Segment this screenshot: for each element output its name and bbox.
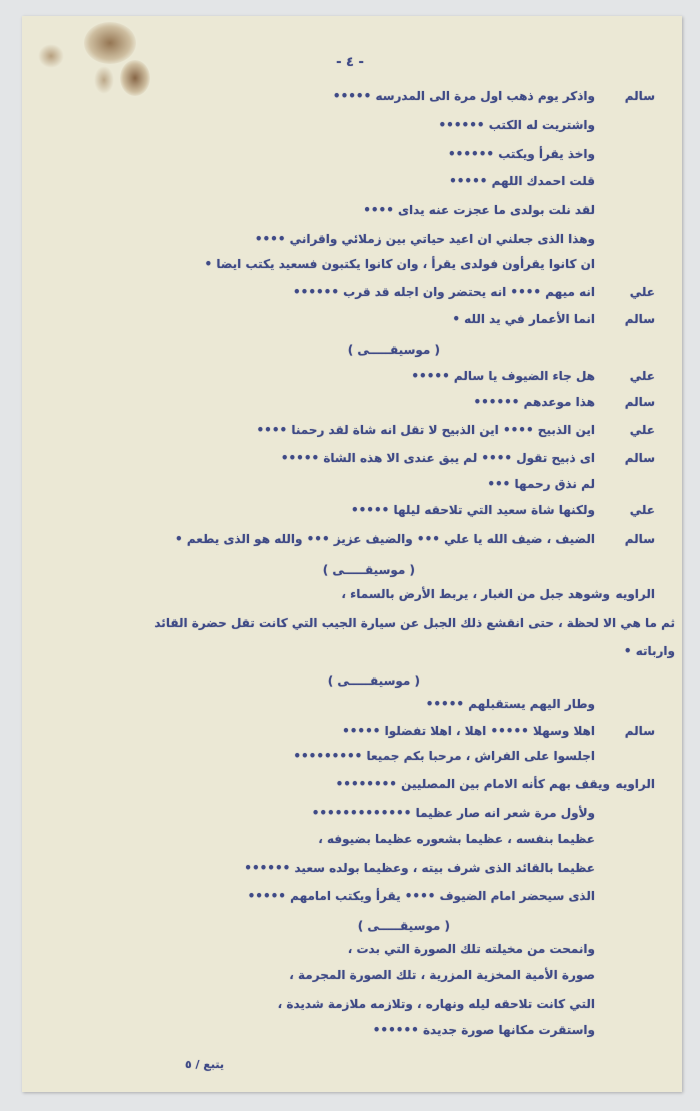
dialogue-line: عظيما بنفسه ، عظيما بشعوره عظيما بضيوفه ، bbox=[318, 832, 595, 846]
dialogue-line: عظيما بالقائد الذى شرف بيته ، وعظيما بولده سعيد •••••• bbox=[244, 861, 595, 875]
dialogue-line: انه ميهم •••• انه يحتضر وان اجله قد قرب •••••• bbox=[292, 285, 595, 299]
dialogue-line: انما الأعمار في يد الله • bbox=[452, 312, 595, 326]
dialogue-line: ثم ما هي الا لحظة ، حتى انقشع ذلك الجبل عن سيارة الجيب التي كانت تقل حضرة القائد bbox=[154, 616, 675, 630]
speaker-name: سالم bbox=[624, 451, 655, 465]
dialogue-line: وشوهد جبل من الغبار ، يربط الأرض بالسماء ، bbox=[341, 587, 610, 601]
dialogue-line: اجلسوا على الفراش ، مرحبا بكم جميعا ••••••••• bbox=[293, 749, 595, 763]
speaker-name: سالم bbox=[624, 89, 655, 103]
continued-note: يتبع / ٥ bbox=[185, 1058, 225, 1071]
dialogue-line: وهذا الذى جعلني ان اعيد حياتي بين زملائي واقراني •••• bbox=[254, 232, 595, 246]
dialogue-line: واخذ يقرأ ويكتب •••••• bbox=[448, 147, 595, 161]
music-cue: ( موسيقـــــى ) bbox=[347, 343, 440, 357]
dialogue-line: ويقف بهم كأنه الامام بين المصليين •••••••• bbox=[335, 777, 610, 791]
speaker-name: سالم bbox=[624, 724, 655, 738]
music-cue: ( موسيقـــــى ) bbox=[327, 674, 420, 688]
dialogue-line: اى ذبيح تقول •••• لم يبق عندى الا هذه الشاة ••••• bbox=[280, 451, 595, 465]
speaker-name: الراويه bbox=[615, 587, 655, 601]
speaker-name: علي bbox=[629, 503, 655, 517]
speaker-name: علي bbox=[629, 423, 655, 437]
dialogue-line: التي كانت تلاحقه ليله ونهاره ، وتلازمه ملازمة شديدة ، bbox=[277, 997, 595, 1011]
music-cue: ( موسيقـــــى ) bbox=[322, 563, 415, 577]
speaker-name: علي bbox=[629, 369, 655, 383]
speaker-name: علي bbox=[629, 285, 655, 299]
dialogue-line: الذى سيحضر امام الضيوف •••• يقرأ ويكتب امامهم ••••• bbox=[247, 889, 595, 903]
speaker-name: سالم bbox=[624, 312, 655, 326]
dialogue-line: لم نذق رحمها ••• bbox=[487, 477, 595, 491]
dialogue-line: هل جاء الضيوف يا سالم ••••• bbox=[411, 369, 595, 383]
page-number: - ٤ - bbox=[336, 55, 364, 70]
dialogue-line: واذكر يوم ذهب اول مرة الى المدرسه ••••• bbox=[332, 89, 595, 103]
speaker-name: سالم bbox=[624, 395, 655, 409]
dialogue-line: ولكنها شاة سعيد التي تلاحقه ليلها ••••• bbox=[350, 503, 595, 517]
music-cue: ( موسيقـــــى ) bbox=[357, 919, 450, 933]
speaker-name: سالم bbox=[624, 532, 655, 546]
dialogue-line: وارباته • bbox=[623, 644, 675, 658]
dialogue-line: صورة الأمية المخزية المزرية ، تلك الصورة المجرمة ، bbox=[289, 968, 595, 982]
dialogue-line: الضيف ، ضيف الله يا علي ••• والضيف عزيز ••• والله هو الذى يطعم • bbox=[175, 532, 595, 546]
dialogue-line: قلت احمدك اللهم ••••• bbox=[449, 174, 595, 188]
dialogue-line: وانمحت من مخيلته تلك الصورة التي بدت ، bbox=[347, 942, 595, 956]
dialogue-line: ان كانوا يقرأون فولدى يقرأ ، وان كانوا يكتبون فسعيد يكتب ايضا • bbox=[204, 257, 595, 271]
dialogue-line: لقد نلت بولدى ما عجزت عنه يداى •••• bbox=[363, 203, 595, 217]
dialogue-line: هذا موعدهم •••••• bbox=[473, 395, 595, 409]
dialogue-line: اهلا وسهلا ••••• اهلا ، اهلا تفضلوا ••••• bbox=[342, 724, 595, 738]
dialogue-line: واشتريت له الكتب •••••• bbox=[438, 118, 595, 132]
dialogue-line: اين الذبيح •••• اين الذبيح لا تقل انه شاة لقد رحمنا •••• bbox=[256, 423, 595, 437]
speaker-name: الراويه bbox=[615, 777, 655, 791]
dialogue-line: ولأول مرة شعر انه صار عظيما ••••••••••••• bbox=[311, 806, 595, 820]
dialogue-line: واستقرت مكانها صورة جديدة •••••• bbox=[372, 1023, 595, 1037]
dialogue-line: وطار اليهم يستقبلهم ••••• bbox=[425, 697, 595, 711]
